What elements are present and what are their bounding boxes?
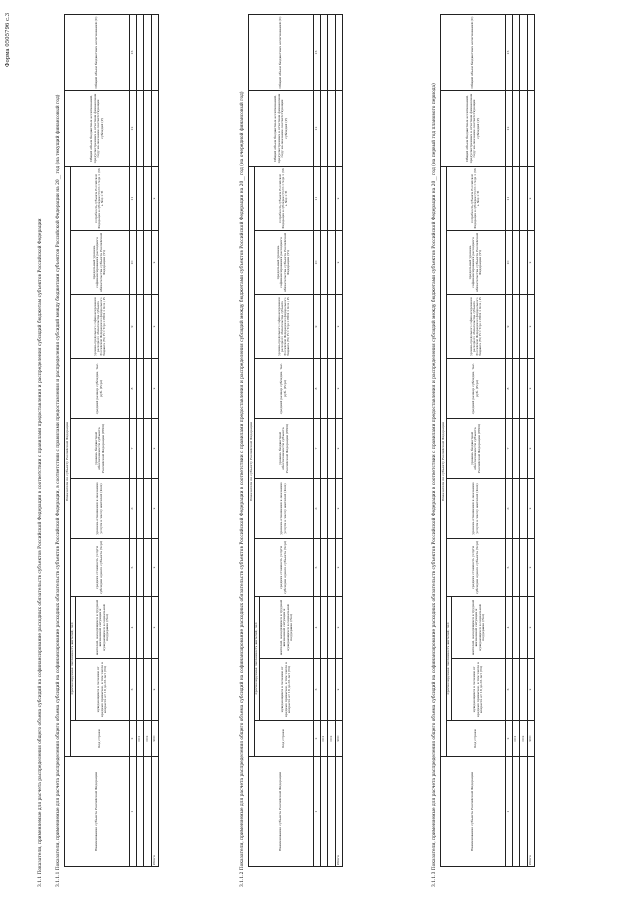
col-group-top: Показатели по субъекту Российской Федерации (65, 167, 71, 757)
x-mark: x (335, 479, 342, 539)
col-total-vol: Общий объем бюджетных ассигнований (С) (441, 15, 506, 91)
col-coef-budget: уровень бюджетной обеспеченности субъекта Российской Федерации (РБОi) (446, 419, 506, 479)
colnum: 8 (314, 359, 321, 419)
col-need: потребность субъекта Российской Федерации в субсидии (Сi) Сi = Sсрi × (Ni + Nsi) × Уi (446, 167, 506, 231)
x-mark: x (151, 539, 158, 597)
colnum: 2 (130, 721, 137, 757)
col-avg-share: средний размер субсидии, тыс. руб. (Рсрi) (254, 359, 314, 419)
colnum: 5 (130, 539, 137, 597)
col-need: потребность субъекта Российской Федерации в субсидии (Сi) Сi = Sсрi × (Ni + Nsi) × Уi (254, 167, 314, 231)
col-name: Наименование субъекта Российской Федерации (249, 757, 314, 867)
x-mark: x (527, 539, 534, 597)
colnum: 7 (506, 419, 513, 479)
colnum: 5 (314, 539, 321, 597)
col-code: Код строки (254, 721, 314, 757)
col-staff-b: жителей, находящихся в трудной жизненной ситуации и нуждающихся в социальной поддержке (Nsi) (260, 597, 314, 659)
heading-3-1-1-3: 3.1.1.3 Показатели, применяемые для расчета распределения общего объема субсидий на софинансирование расходных обязательств субъектов Российской Федерации в соответствии с правилами предоставления и распределения субсидий между бюджетами субъектов Российской Федерации на 20__ год (на первый год планового периода) (432, 83, 437, 887)
colnum: 10 (130, 231, 137, 295)
col-code: Код строки (70, 721, 130, 757)
x-mark: x (527, 167, 534, 231)
total-code: 900 (151, 721, 158, 757)
x-mark: x (151, 359, 158, 419)
col-avg-cost: средняя стоимость услуги субсидии одного субъекта (Sсрi) (446, 539, 506, 597)
colnum: 1 (314, 757, 321, 867)
colnum: 10 (506, 231, 513, 295)
colnum: 8 (130, 359, 137, 419)
total-label: Итого (151, 757, 158, 867)
col-coef-ratio: уровень отношения к оказанию услуги к числу жителей (Kсоi) (70, 479, 130, 539)
colnum: 11 (314, 167, 321, 231)
x-mark: x (151, 419, 158, 479)
col-coef-ratio: уровень отношения к оказанию услуги к числу жителей (Kсоi) (254, 479, 314, 539)
table-row (137, 15, 144, 867)
form-label: Форма 0505796 с.3 (5, 12, 11, 67)
row-code: 001 (321, 721, 328, 757)
x-mark: x (527, 359, 534, 419)
row-code: 001 (137, 721, 144, 757)
col-staff-b: жителей, находящихся в трудной жизненной ситуации и нуждающихся в социальной поддержке (Nsi) (452, 597, 506, 659)
table-next-year (248, 14, 343, 867)
x-mark: x (335, 359, 342, 419)
colnum: 3 (130, 659, 137, 721)
col-pred-level: предельный уровень софинансирования расходного обязательства субъекта Российской Федерации (Уi) (70, 231, 130, 295)
total-code: 900 (335, 721, 342, 757)
colnum: 13 (130, 15, 137, 91)
colnum: 1 (506, 757, 513, 867)
col-pred-level: предельный уровень софинансирования расходного обязательства субъекта Российской Федерации (Уi) (254, 231, 314, 295)
col-coef-budget: уровень бюджетной обеспеченности субъекта Российской Федерации (РБОi) (254, 419, 314, 479)
heading-3-1-1: 3.1.1 Показатели, применяемые для расчета распределения общего объема субсидий на софинансирование расходных обязательств субъектов Российской Федерации в соответствии с правилами предоставления и распределения субсидий бюджетам субъектов Российской Федерации (38, 218, 43, 887)
col-calc-limit: уровень предельного софинансирования расходного обязательства субъекта Российской Федерации из федерального бюджета (Уi) Уi = Yсрi × РБОi × Kсоi / Pi (70, 295, 130, 359)
col-calc-limit: уровень предельного софинансирования расходного обязательства субъекта Российской Федерации из федерального бюджета (Уi) Уi = Yсрi × РБОi × Kсоi / Pi (254, 295, 314, 359)
colnum: 9 (130, 295, 137, 359)
col-name: Наименование субъекта Российской Федерации (441, 757, 506, 867)
col-group-staff: прогнозируемая численность жителей, чел (70, 597, 76, 721)
colnum: 9 (314, 295, 321, 359)
colnum: 11 (130, 167, 137, 231)
colnum: 2 (506, 721, 513, 757)
colnum: 11 (506, 167, 513, 231)
colnum: 4 (314, 597, 321, 659)
col-coef-ratio: уровень отношения к оказанию услуги к числу жителей (Kсоi) (446, 479, 506, 539)
colnum: 13 (314, 15, 321, 91)
col-group-top: Показатели по субъекту Российской Федерации (441, 167, 447, 757)
colnum: 4 (130, 597, 137, 659)
table-row (328, 15, 335, 867)
heading-3-1-1-1: 3.1.1.1 Показатели, применяемые для расчета распределения общего объема субсидий на софинансирование расходных обязательств субъектов Российской Федерации, в соответствии с правилами предоставления и распределения субсидий между бюджетами субъектов Российской Федерации на 20__ год (на текущий финансовый год) (56, 94, 61, 887)
colnum: 5 (506, 539, 513, 597)
colnum: 10 (314, 231, 321, 295)
col-group-staff: прогнозируемая численность жителей, чел (254, 597, 260, 721)
col-staff-b: жителей, находящихся в трудной жизненной ситуации и нуждающихся в социальной поддержке (Nsi) (76, 597, 130, 659)
colnum: 8 (506, 359, 513, 419)
x-mark: x (527, 231, 534, 295)
colnum: 13 (506, 15, 513, 91)
colnum: 2 (314, 721, 321, 757)
table-row (520, 15, 527, 867)
col-name: Наименование субъекта Российской Федерации (65, 757, 130, 867)
colnum: 6 (130, 479, 137, 539)
total-label: Итого (335, 757, 342, 867)
row-code: 002 (328, 721, 335, 757)
col-total-need: Общий объем бюджетных ассигнований, предусмотренных в отчетном финансовом году на оказание соответствующих субсидий (Р) (249, 91, 314, 167)
colnum: 12 (130, 91, 137, 167)
total-row (527, 15, 534, 867)
colnum: 6 (506, 479, 513, 539)
col-staff-a: нуждающихся в лечении от вредных привычек, в том числе в возрасте от 18 до 65 лет (Ni) (260, 659, 314, 721)
x-mark: x (151, 231, 158, 295)
colnum: 1 (130, 757, 137, 867)
col-calc-limit: уровень предельного софинансирования расходного обязательства субъекта Российской Федерации из федерального бюджета (Уi) Уi = Yсрi × РБОi × Kсоi / Pi (446, 295, 506, 359)
row-code: 002 (520, 721, 527, 757)
total-row (151, 15, 158, 867)
colnum: 7 (314, 419, 321, 479)
x-mark: x (527, 479, 534, 539)
col-total-vol: Общий объем бюджетных ассигнований (С) (65, 15, 130, 91)
col-code: Код строки (446, 721, 506, 757)
colnum: 9 (506, 295, 513, 359)
col-staff-a: нуждающихся в лечении от вредных привычек, в том числе в возрасте от 18 до 65 лет (Ni) (76, 659, 130, 721)
total-row (335, 15, 342, 867)
x-mark: x (335, 539, 342, 597)
total-code: 900 (527, 721, 534, 757)
col-avg-cost: средняя стоимость услуги субсидии одного субъекта (Sсрi) (70, 539, 130, 597)
x-mark: x (527, 419, 534, 479)
x-mark: x (335, 597, 342, 659)
x-mark: x (151, 295, 158, 359)
row-code: 001 (513, 721, 520, 757)
col-avg-share: средний размер субсидии, тыс. руб. (Рсрi) (70, 359, 130, 419)
col-staff-a: нуждающихся в лечении от вредных привычек, в том числе в возрасте от 18 до 65 лет (Ni) (452, 659, 506, 721)
col-avg-share: средний размер субсидии, тыс. руб. (Рсрi) (446, 359, 506, 419)
x-mark: x (151, 659, 158, 721)
heading-3-1-1-2: 3.1.1.2 Показатели, применяемые для расчета распределения общего объема субсидий на софинансирование расходных обязательств субъектов Российской Федерации в соответствии с правилами предоставления и распределения субсидий между бюджетами субъектов Российской Федерации на 20__ год (на очередной финансовый год) (240, 91, 245, 887)
col-avg-cost: средняя стоимость услуги субсидии одного субъекта (Sсрi) (254, 539, 314, 597)
total-label: Итого (527, 757, 534, 867)
table-current-year (64, 14, 159, 867)
colnum: 12 (314, 91, 321, 167)
col-total-need: Общий объем бюджетных ассигнований, предусмотренных в отчетном финансовом году на оказание соответствующих субсидий (Р) (441, 91, 506, 167)
col-total-vol: Общий объем бюджетных ассигнований (С) (249, 15, 314, 91)
x-mark: x (527, 597, 534, 659)
col-total-need: Общий объем бюджетных ассигнований, предусмотренных в отчетном финансовом году на оказание соответствующих субсидий (Р) (65, 91, 130, 167)
x-mark: x (335, 419, 342, 479)
table-row (144, 15, 151, 867)
colnum: 3 (506, 659, 513, 721)
x-mark: x (335, 231, 342, 295)
x-mark: x (151, 479, 158, 539)
table-row (321, 15, 328, 867)
col-group-staff: прогнозируемая численность жителей, чел (446, 597, 452, 721)
col-group-top: Показатели по субъекту Российской Федерации (249, 167, 255, 757)
x-mark: x (151, 597, 158, 659)
x-mark: x (527, 295, 534, 359)
row-code: 002 (144, 721, 151, 757)
colnum: 4 (506, 597, 513, 659)
x-mark: x (335, 659, 342, 721)
col-need: потребность субъекта Российской Федерации в субсидии (Сi) Сi = Sсрi × (Ni + Nsi) × Уi (70, 167, 130, 231)
x-mark: x (335, 167, 342, 231)
x-mark: x (151, 167, 158, 231)
colnum: 6 (314, 479, 321, 539)
colnum: 12 (506, 91, 513, 167)
colnum: 7 (130, 419, 137, 479)
table-plan-year (440, 14, 535, 867)
x-mark: x (335, 295, 342, 359)
table-row (513, 15, 520, 867)
col-pred-level: предельный уровень софинансирования расходного обязательства субъекта Российской Федерации (Уi) (446, 231, 506, 295)
colnum: 3 (314, 659, 321, 721)
x-mark: x (527, 659, 534, 721)
col-coef-budget: уровень бюджетной обеспеченности субъекта Российской Федерации (РБОi) (70, 419, 130, 479)
